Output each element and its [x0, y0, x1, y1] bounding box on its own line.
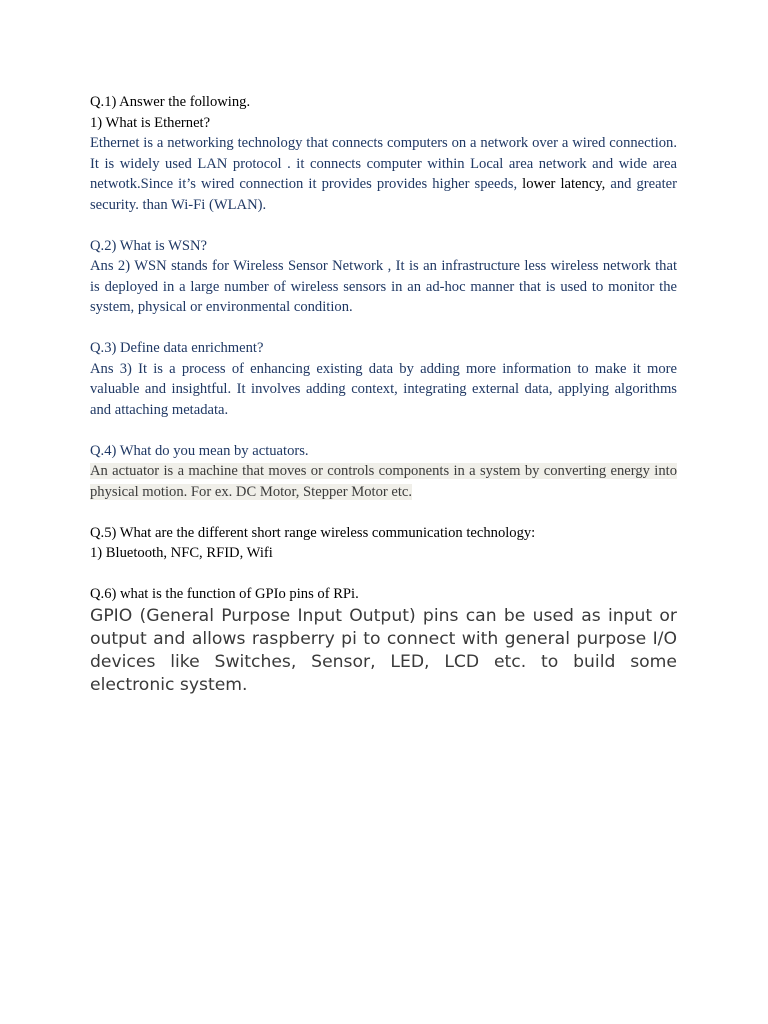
q3-heading: Q.3) Define data enrichment?	[90, 340, 264, 356]
q6-heading: Q.6) what is the function of GPIo pins of RPi.	[90, 586, 359, 602]
q1-answer-part-a: Ethernet is a networking technology that connects computers on a network over a wired connection. It is widely used LAN protocol . it connects computer within Local area network and wide area netwotk.Since it’s wired connection it provides provides higher speeds,	[90, 135, 677, 192]
spacer	[90, 420, 677, 441]
q1-answer-part-c: and greater security. than Wi-Fi (WLAN).	[90, 176, 677, 213]
spacer	[90, 564, 677, 585]
document-page	[90, 92, 677, 698]
q2-answer: Ans 2) WSN stands for Wireless Sensor Network , It is an infrastructure less wireless network that is deployed in a large number of wireless sensors in an ad-hoc manner that is used to monitor the system, physical or environmental condition.	[90, 258, 677, 315]
q4-heading: Q.4) What do you mean by actuators.	[90, 442, 309, 459]
q5-heading: Q.5) What are the different short range wireless communication technology:	[90, 524, 536, 541]
q1-answer	[90, 133, 677, 215]
spacer	[90, 318, 677, 339]
spacer	[90, 215, 677, 236]
q1-heading: Q.1) Answer the following.	[90, 94, 251, 110]
q5-answer: 1) Bluetooth, NFC, RFID, Wifi	[90, 545, 273, 561]
q4-answer	[90, 461, 677, 502]
q3-answer: Ans 3) It is a process of enhancing existing data by adding more information to make it more valuable and insightful. It involves adding context, integrating external data, applying algorithms and attaching metadata.	[90, 360, 677, 418]
spacer	[90, 502, 677, 523]
q4-answer-highlight: An actuator is a machine that moves or controls components in a system by converting energy into physical motion. For ex. DC Motor, Stepper Motor etc.	[90, 463, 677, 500]
q1-subquestion: 1) What is Ethernet?	[90, 114, 211, 131]
q1-answer-part-b: lower latency,	[522, 176, 606, 192]
q2-heading: Q.2) What is WSN?	[90, 237, 208, 254]
q6-answer: GPIO (General Purpose Input Output) pins can be used as input or output and allows raspberry pi to connect with general purpose I/O devices like Switches, Sensor, LED, LCD etc. to build some electronic system.	[90, 605, 677, 696]
